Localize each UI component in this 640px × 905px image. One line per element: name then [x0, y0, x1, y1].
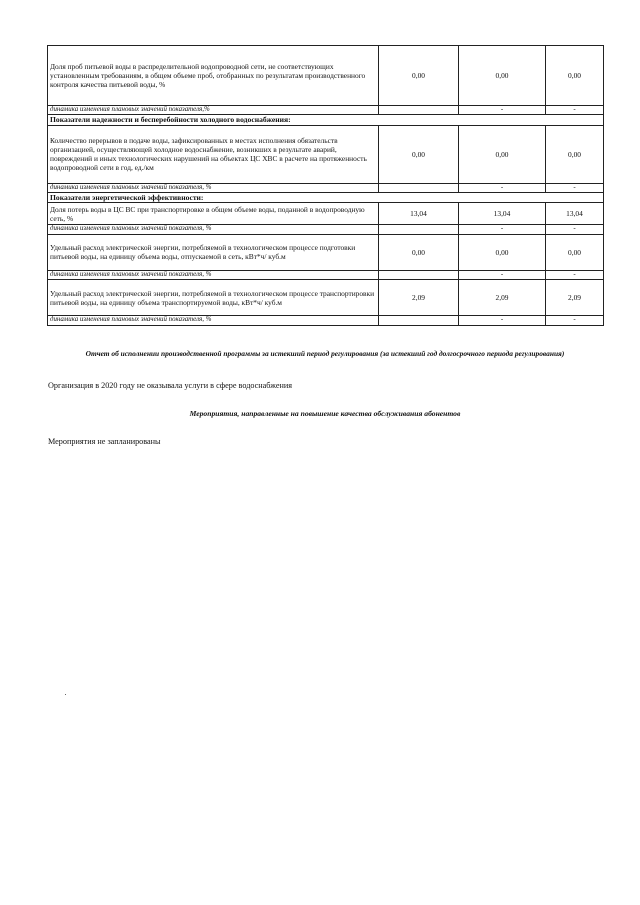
dynamics-value: -: [459, 183, 546, 192]
dynamics-value: [379, 316, 459, 325]
dynamics-label: динамика изменения плановых значений показателя, %: [48, 225, 379, 234]
table-row: [48, 280, 604, 316]
table-row: [48, 125, 604, 183]
indicator-name: Удельный расход электрической энергии, потребляемой в технологическом процессе транспортировки питьевой воды, на единицу объема транспортируемой воды, кВт*ч/ куб.м: [48, 280, 379, 316]
indicator-value: 13,04: [459, 203, 546, 225]
section-header-row: [48, 115, 604, 125]
table-row-dynamics: [48, 316, 604, 325]
section-header-row: [48, 193, 604, 203]
dynamics-value: -: [459, 316, 546, 325]
table-row: [48, 234, 604, 270]
indicator-name: Доля проб питьевой воды в распределительной водопроводной сети, не соответствующих установленным требованиям, в общем объеме проб, отобранных по результатам производственного контроля качества питьевой воды, %: [48, 46, 379, 106]
scan-speck: [65, 694, 66, 695]
report-text: Организация в 2020 году не оказывала услуги в сфере водоснабжения: [48, 381, 292, 390]
dynamics-label: динамика изменения плановых значений показателя, %: [48, 183, 379, 192]
section-heading: Показатели энергетической эффективности:: [48, 193, 604, 203]
dynamics-value: -: [546, 225, 604, 234]
table-row: [48, 46, 604, 106]
dynamics-value: -: [459, 225, 546, 234]
indicator-value: 0,00: [459, 46, 546, 106]
indicator-value: 13,04: [546, 203, 604, 225]
dynamics-value: [379, 183, 459, 192]
measures-text: Мероприятия не запланированы: [48, 437, 161, 446]
dynamics-label: динамика изменения плановых значений показателя, %: [48, 316, 379, 325]
indicator-value: 0,00: [379, 234, 459, 270]
indicator-value: 0,00: [546, 234, 604, 270]
dynamics-value: [379, 106, 459, 115]
indicator-name: Доля потерь воды в ЦС ВС при транспортировке в общем объеме воды, поданной в водопроводную сеть, %: [48, 203, 379, 225]
table-row: [48, 203, 604, 225]
dynamics-label: динамика изменения плановых значений показателя,%: [48, 106, 379, 115]
indicator-value: 2,09: [459, 280, 546, 316]
indicator-value: 2,09: [546, 280, 604, 316]
indicator-value: 0,00: [459, 125, 546, 183]
indicator-value: 0,00: [379, 125, 459, 183]
dynamics-value: -: [546, 316, 604, 325]
indicator-value: 13,04: [379, 203, 459, 225]
dynamics-value: -: [546, 270, 604, 279]
dynamics-value: -: [459, 106, 546, 115]
dynamics-value: [379, 225, 459, 234]
indicator-name: Удельный расход электрической энергии, потребляемой в технологическом процессе подготовки питьевой воды, на единицу объема воды, отпускаемой в сеть, кВт*ч/ куб.м: [48, 234, 379, 270]
table-row-dynamics: [48, 225, 604, 234]
table-row-dynamics: [48, 270, 604, 279]
indicator-value: 0,00: [546, 125, 604, 183]
dynamics-value: -: [546, 183, 604, 192]
measures-title: Мероприятия, направленные на повышение качества обслуживания абонентов: [189, 409, 461, 418]
section-heading: Показатели надежности и бесперебойности холодного водоснабжения:: [48, 115, 604, 125]
table-row-dynamics: [48, 106, 604, 115]
report-title: Отчет об исполнении производственной программы за истекший период регулирования (за истекший год долгосрочного периода регулирования): [85, 349, 565, 358]
dynamics-value: -: [546, 106, 604, 115]
dynamics-label: динамика изменения плановых значений показателя, %: [48, 270, 379, 279]
indicator-name: Количество перерывов в подаче воды, зафиксированных в местах исполнения обязательств организацией, осуществляющей холодное водоснабжение, возникших в результате аварий, повреждений и иных технологических нарушений на объектах ЦС ХВС в расчете на протяженность водопроводной сети в год, ед./км: [48, 125, 379, 183]
indicator-value: 0,00: [379, 46, 459, 106]
indicator-value: 0,00: [459, 234, 546, 270]
indicator-value: 2,09: [379, 280, 459, 316]
dynamics-value: [379, 270, 459, 279]
table-row-dynamics: [48, 183, 604, 192]
indicator-value: 0,00: [546, 46, 604, 106]
indicators-table: [47, 45, 604, 326]
dynamics-value: -: [459, 270, 546, 279]
